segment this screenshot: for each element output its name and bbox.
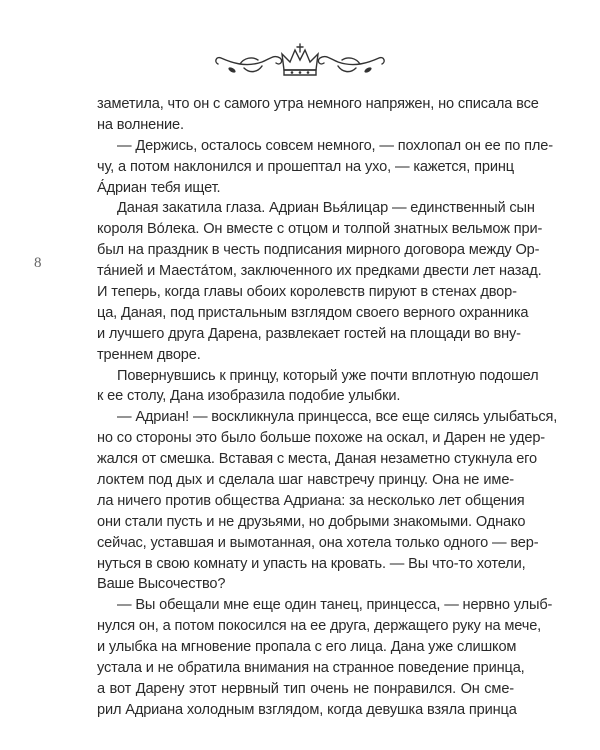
- text-line: жался от смешка. Вставая с места, Даная незаметно стукнула его: [97, 451, 537, 468]
- text-line: но со стороны это было больше похоже на оскал, и Дарен не удер-: [97, 430, 546, 447]
- text-line: нулся он, а потом покосился на ее друга, держащего руку на мече,: [97, 618, 542, 635]
- text-line: та́нией и Маеста́том, заключенного их предками двести лет назад.: [97, 263, 542, 280]
- text-line: Ваше Высочество?: [97, 576, 226, 593]
- text-line: ца, Даная, под пристальным взглядом своего верного охранника: [97, 304, 529, 321]
- text-line: к ее столу, Дана изобразила подобие улыбки.: [97, 388, 401, 405]
- text-line: устала и не обратила внимания на странное поведение принца,: [97, 660, 525, 677]
- paragraph: [97, 198, 543, 365]
- text-line: рил Адриана холодным взглядом, когда девушка взяла принца: [97, 701, 517, 718]
- text-line: ла ничего против общества Адриана: за несколько лет общения: [97, 492, 525, 509]
- text-line: и улыбка на мгновение пропала с его лица. Дана уже слишком: [97, 639, 517, 656]
- text-line: на волнение.: [97, 116, 184, 133]
- paragraph: [97, 366, 539, 408]
- page-number: 8: [34, 255, 42, 271]
- text-line: Даная закатила глаза. Адриан Вья́лицар — единственный сын: [117, 200, 535, 217]
- text-line: они стали пусть и не друзьями, но добрыми знакомыми. Однако: [97, 513, 526, 530]
- text-line: сейчас, уставшая и вымотанная, она хотела только одного — вер-: [97, 534, 539, 551]
- text-line: а вот Дарену этот нервный тип очень не понравился. Он сме-: [97, 680, 514, 697]
- text-line: нуться в свою комнату и упасть на кровать. — Вы что-то хотели,: [97, 555, 526, 572]
- text-line: чу, а потом наклонился и прошептал на ухо, — кажется, принц: [97, 158, 514, 175]
- text-line: треннем дворе.: [97, 346, 201, 363]
- text-line: — Адриан! — воскликнула принцесса, все еще силясь улыбаться,: [117, 409, 558, 426]
- text-line: был на праздник в честь подписания мирного договора между Ор-: [97, 242, 540, 259]
- paragraph: [97, 407, 558, 595]
- text-line: — Вы обещали мне еще один танец, принцесса, — нервно улыб-: [117, 597, 553, 614]
- body-text: [97, 94, 558, 721]
- paragraph: [97, 136, 553, 199]
- text-line: А́дриан тебя ищет.: [97, 179, 221, 196]
- text-line: и лучшего друга Дарена, развлекает гостей на площади во вну-: [97, 325, 521, 342]
- text-line: Повернувшись к принцу, который уже почти вплотную подошел: [117, 367, 539, 384]
- text-line: заметила, что он с самого утра немного напряжен, но списала все: [97, 96, 539, 112]
- text-line: — Держись, осталось совсем немного, — похлопал он ее по пле-: [117, 137, 553, 154]
- paragraph: [97, 94, 539, 136]
- paragraph: [97, 595, 553, 720]
- text-line: короля Во́лека. Он вместе с отцом и толпой знатных вельмож при-: [97, 221, 543, 238]
- text-line: локтем под дых и сделала шаг навстречу принцу. Она не име-: [97, 472, 514, 489]
- crown-ornament-icon: [210, 40, 390, 80]
- text-line: И теперь, когда главы обоих королевств пируют в стенах двор-: [97, 284, 517, 301]
